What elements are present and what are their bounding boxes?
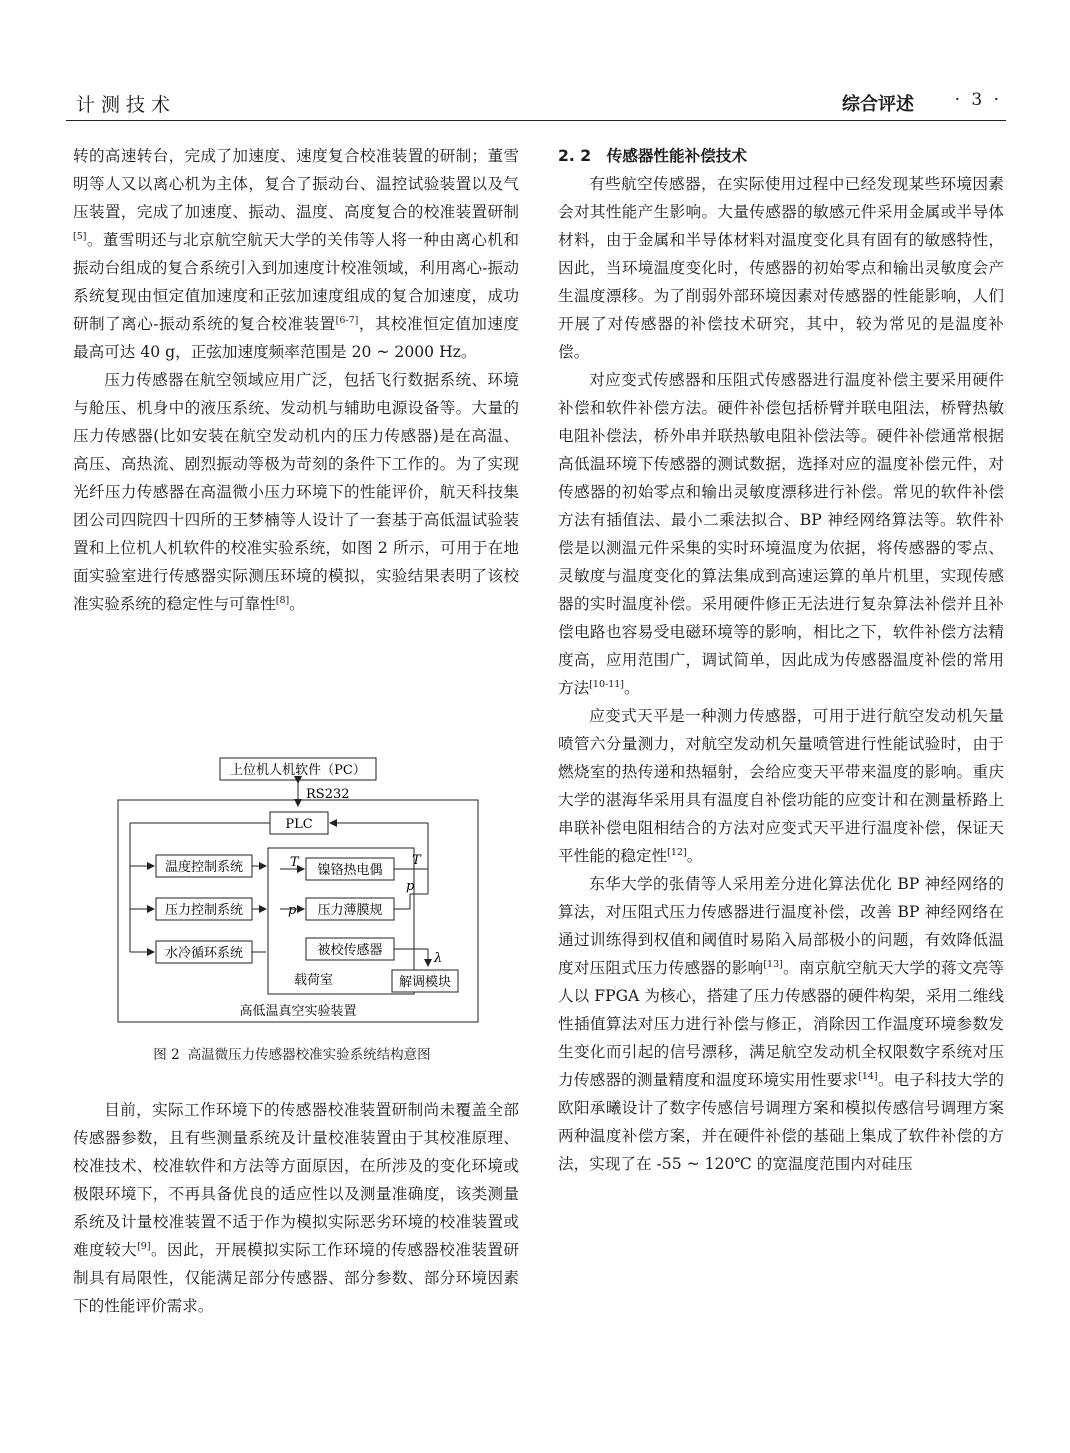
- sensor-under-test-label: 被校传感器: [317, 943, 383, 958]
- text: 。: [289, 595, 305, 613]
- text: 转的高速转台，完成了加速度、速度复合校准装置的研制；董雪明等人又以离心机为主体，复合了振动台、温控试验装置以及气压装置，完成了加速度、振动、温度、高度复合的校准装置研制: [73, 147, 519, 221]
- paragraph: [558, 170, 1004, 366]
- citation: [6-7]: [335, 315, 359, 326]
- film-gauge-label: 压力薄膜规: [317, 903, 383, 918]
- figure-caption: [73, 1043, 519, 1063]
- citation: [8]: [275, 595, 290, 606]
- right-column: [558, 142, 1004, 1178]
- text: 。南京航空航天大学的蒋文亮等人以 FPGA 为核心，搭建了压力传感器的硬件构架，采用二维线性插值算法对压力进行补偿与修正，消除因工作温度环境参数发生变化而引起的信号漂移，满足航空发动机全权限数字系统对压力传感器的测量精度和温度环境实用性要求: [558, 959, 1004, 1089]
- citation: [10-11]: [589, 679, 625, 690]
- paragraph: [73, 142, 519, 366]
- paragraph: [73, 366, 519, 618]
- text: ，其校准恒定值加速度最高可达 40 g，正弦加速度频率范围是 20 ~ 2000 Hz。: [73, 315, 519, 361]
- plc-label: PLC: [285, 817, 313, 832]
- pressure-symbol: p: [288, 903, 297, 918]
- journal-name: 计测技术: [76, 94, 177, 116]
- paragraph: [558, 702, 1004, 870]
- text: 有些航空传感器，在实际使用过程中已经发现某些环境因素会对其性能产生影响。大量传感器的敏感元件采用金属或半导体材料，由于金属和半导体材料对温度变化具有固有的敏感特性，因此，当环境温度变化时，传感器的初始零点和输出灵敏度会产生温度漂移。为了削弱外部环境因素对传感器的性能影响，人们开展了对传感器的补偿技术研究，其中，较为常见的是温度补偿。: [558, 175, 1004, 361]
- citation: [9]: [137, 1241, 151, 1252]
- citation: [12]: [667, 847, 687, 858]
- paragraph: [558, 870, 1004, 1178]
- rs232-label: RS232: [306, 787, 350, 802]
- figure-number: 图 2: [153, 1047, 180, 1063]
- temp-symbol: T: [290, 855, 299, 870]
- thermocouple-label: 镍铬热电偶: [317, 863, 383, 878]
- citation: [14]: [858, 1071, 878, 1082]
- temp-feedback-symbol: T: [412, 853, 421, 868]
- text: 压力传感器在航空领域应用广泛，包括飞行数据系统、环境与舱压、机身中的液压系统、发动机与辅助电源设备等。大量的压力传感器(比如安装在航空发动机内的压力传感器)是在高温、高压、高热流、剧烈振动等极为苛刻的条件下工作的。为了实现光纤压力传感器在高温微小压力环境下的性能评价，航天科技集团公司四院四十四所的王梦楠等人设计了一套基于高低温试验装置和上位机人机软件的校准实验系统，如图 2 所示，可用于在地面实验室进行传感器实际测压环境的模拟，实验结果表明了该校准实验系统的稳定性与可靠性: [73, 371, 519, 613]
- figure-title: 高温微压力传感器校准实验系统结构意图: [187, 1047, 431, 1063]
- section-title: 综合评述: [842, 94, 914, 115]
- text: 对应变式传感器和压阻式传感器进行温度补偿主要采用硬件补偿和软件补偿方法。硬件补偿包括桥臂并联电阻法，桥臂热敏电阻补偿法，桥外串并联热敏电阻补偿法等。硬件补偿通常根据高低温环境下传感器的测试数据，选择对应的温度补偿元件，对传感器的初始零点和输出灵敏度漂移进行补偿。常见的软件补偿方法有插值法、最小二乘法拟合、BP 神经网络算法等。软件补偿是以测温元件采集的实时环境温度为依据，将传感器的零点、灵敏度与温度变化的算法集成到高速运算的单片机里，实现传感器的实时温度补偿。采用硬件修正无法进行复杂算法补偿并且补偿电路也容易受电磁环境等的影响，相比之下，软件补偿方法精度高，应用范围广，调试简单，因此成为传感器温度补偿的常用方法: [558, 371, 1004, 697]
- demodulation-label: 解调模块: [398, 975, 452, 990]
- text: 应变式天平是一种测力传感器，可用于进行航空发动机矢量喷管六分量测力，对航空发动机矢量喷管进行性能试验时，由于燃烧室的热传递和热辐射，会给应变天平带来温度的影响。重庆大学的湛海华采用具有温度自补偿功能的应变计和在测量桥路上串联补偿电阻相结合的方法对应变式天平进行温度补偿，保证天平性能的稳定性: [558, 707, 1004, 865]
- text: 目前，实际工作环境下的传感器校准装置研制尚未覆盖全部传感器参数，且有些测量系统及计量校准装置由于其校准原理、校准技术、校准软件和方法等方面原因，在所涉及的变化环境或极限环境下，不再具备优良的适应性以及测量准确度，该类测量系统及计量校准装置不适于作为模拟实际恶劣环境的校准装置或难度较大: [73, 1101, 519, 1259]
- figure-2-diagram: [110, 756, 490, 1028]
- text: 。: [686, 847, 703, 865]
- pressure-feedback-symbol: p: [406, 879, 415, 894]
- left-column: [73, 142, 519, 618]
- page-number: · 3 ·: [954, 90, 1002, 110]
- citation: [13]: [763, 959, 783, 970]
- temp-control-label: 温度控制系统: [164, 860, 244, 875]
- pressure-control-label: 压力控制系统: [164, 903, 244, 918]
- paragraph: [73, 1096, 519, 1320]
- left-column-bottom: [73, 1096, 519, 1320]
- text: 。董雪明还与北京航空航天大学的关伟等人将一种由离心机和振动台组成的复合系统引入到加速度计校准领域，利用离心-振动系统复现由恒定值加速度和正弦加速度组成的复合加速度，成功研制了离心-振动系统的复合校准装置: [73, 231, 519, 333]
- chamber-label: 载荷室: [294, 973, 334, 988]
- text: 。电子科技大学的欧阳承曦设计了数字传感信号调理方案和模拟传感信号调理方案两种温度补偿方案，并在硬件补偿的基础上集成了软件补偿的方法，实现了在 -55 ~ 120℃ 的宽温度范围内对硅压: [558, 1071, 1004, 1173]
- lambda-symbol: λ: [434, 951, 443, 966]
- text: 。因此，开展模拟实际工作环境的传感器校准装置研制具有局限性，仅能满足部分传感器、部分参数、部分环境因素下的性能评价需求。: [73, 1241, 519, 1315]
- paragraph: [558, 366, 1004, 702]
- text: 东华大学的张倩等人采用差分进化算法优化 BP 神经网络的算法，对压阻式压力传感器进行温度补偿，改善 BP 神经网络在通过训练得到权值和阈值时易陷入局部极小的问题，有效降低温度对压阻式压力传感器的影响: [558, 875, 1004, 977]
- citation: [5]: [73, 231, 87, 242]
- water-cooling-label: 水冷循环系统: [164, 946, 244, 961]
- text: 。: [624, 679, 640, 697]
- pc-label: 上位机人机软件（PC）: [230, 763, 366, 778]
- outer-label: 高低温真空实验装置: [239, 1004, 357, 1019]
- section-heading: 2. 2 传感器性能补偿技术: [558, 147, 747, 165]
- page-header: [66, 88, 1006, 121]
